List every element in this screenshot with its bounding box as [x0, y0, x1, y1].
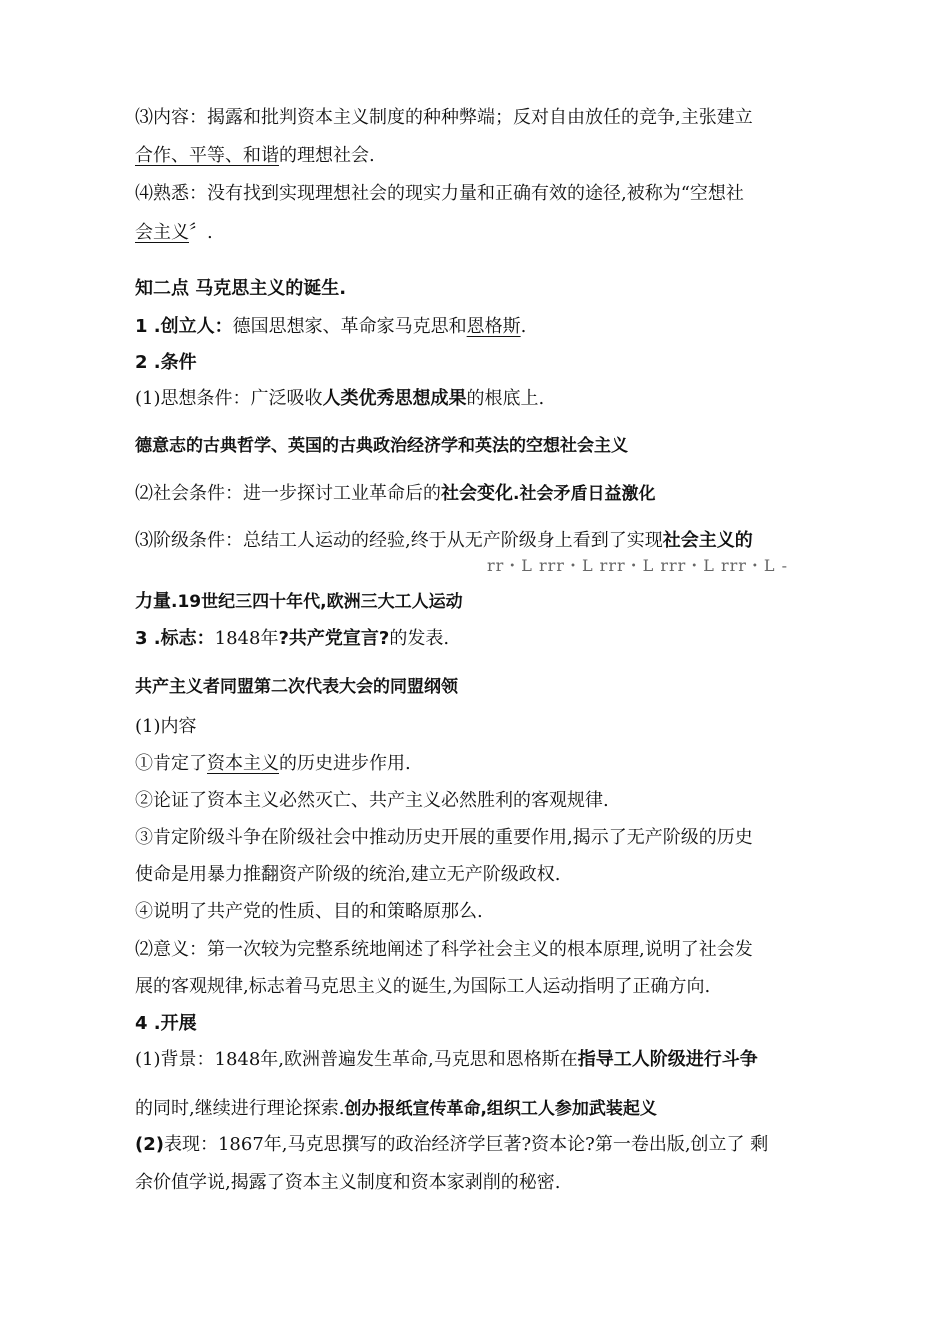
text: ④说明了共产党的性质、目的和策略原那么.: [135, 901, 483, 922]
text-line: [135, 590, 463, 614]
text-line: [135, 789, 609, 813]
bold-text: ?共产党宣言?: [278, 628, 390, 649]
text: ⑶阶级条件：总结工人运动的经验,终于从无产阶级身上看到了实现: [135, 530, 663, 551]
underlined-text: 会主义: [135, 222, 189, 243]
text-line: [135, 221, 213, 245]
text-line: [135, 752, 411, 776]
bold-text: 创办报纸宣传革命,组织工人参加武装起义: [344, 1099, 657, 1119]
text: 的根底上.: [466, 388, 545, 409]
text-line: [135, 315, 526, 339]
text: ⑵社会条件：进一步探讨工业革命后的: [135, 483, 441, 504]
text: 表现：1867年,马克思撰写的政治经济学巨著?资本论?第一卷出版,创立了 剩: [163, 1134, 769, 1155]
text-line: [135, 144, 375, 168]
text-line: [135, 1048, 758, 1072]
bold-text: .社会矛盾日益激化: [513, 484, 656, 504]
text: 使命是用暴力推翻资产阶级的统治,建立无产阶级政权.: [135, 864, 561, 885]
text: (1)内容: [135, 716, 197, 737]
text: 的理想社会.: [279, 145, 375, 166]
text: ②论证了资本主义必然灭亡、共产主义必然胜利的客观规律.: [135, 790, 609, 811]
stray-ocr-marks: rr・L rrr・L rrr・L rrr・L rrr・L -: [487, 556, 789, 575]
bold-label: (2): [135, 1134, 164, 1155]
text-line: [135, 675, 458, 699]
text-line: [135, 715, 197, 739]
text: 1848年: [214, 628, 279, 649]
text-line: [135, 1097, 657, 1121]
subheading: [135, 1012, 197, 1036]
text: 的发表.: [389, 628, 450, 649]
text: ⑷熟悉：没有找到实现理想社会的现实力量和正确有效的途径,被称为“空想社: [135, 183, 744, 204]
text: 〞.: [189, 222, 213, 243]
text: ①肯定了: [135, 753, 207, 774]
underlined-text: 合作、平等、和谐: [135, 145, 279, 166]
text: 展的客观规律,标志着马克思主义的诞生,为国际工人运动指明了正确方向.: [135, 976, 711, 997]
text-line: [135, 482, 655, 506]
bold-text: 社会主义的: [662, 530, 753, 551]
text-line: [135, 627, 449, 651]
text: 余价值学说,揭露了资本主义制度和资本家剥削的秘密.: [135, 1172, 561, 1193]
text: (1)思想条件：广泛吸收: [135, 388, 323, 409]
text: 的历史进步作用.: [279, 753, 411, 774]
bold-text: .19世纪三四十年代,欧洲三大工人运动: [171, 592, 463, 612]
text-line: [135, 975, 710, 999]
bold-text: 共产主义者同盟第二次代表大会的同盟纲领: [135, 677, 458, 697]
text-line: [135, 826, 753, 850]
subheading: [135, 351, 197, 375]
text-line: [135, 529, 753, 553]
text-line: [135, 1133, 768, 1157]
section-heading: [135, 277, 346, 301]
text-line: [135, 863, 560, 887]
text-line: [135, 106, 753, 130]
text-line: [135, 938, 753, 962]
bold-text: 人类优秀思想成果: [322, 388, 467, 409]
text-line: [135, 1171, 560, 1195]
bold-text: 指导工人阶级进行斗争: [577, 1049, 758, 1070]
text: ⑶内容：揭露和批判资本主义制度的种种弊端；反对自由放任的竞争,主张建立: [135, 107, 753, 128]
bold-text: 力量: [135, 591, 171, 612]
bold-text: 社会变化: [441, 483, 513, 504]
text-line: [135, 900, 483, 924]
text: .: [520, 316, 527, 337]
bold-label: 1 .创立人：: [135, 316, 233, 337]
bold-label: 3 .标志：: [135, 628, 215, 649]
heading-text: 2 .条件: [135, 352, 197, 373]
text: 的同时,继续进行理论探索.: [135, 1098, 345, 1119]
underlined-text: 恩格斯: [466, 316, 521, 337]
text: 德国思想家、革命家马克思和: [232, 316, 467, 337]
bold-text: 德意志的古典哲学、英国的古典政治经济学和英法的空想社会主义: [135, 436, 628, 456]
text: ③肯定阶级斗争在阶级社会中推动历史开展的重要作用,揭示了无产阶级的历史: [135, 827, 753, 848]
underlined-text: 资本主义: [207, 753, 279, 774]
text: ⑵意义：第一次较为完整系统地阐述了科学社会主义的根本原理,说明了社会发: [135, 939, 753, 960]
text: (1)背景：1848年,欧洲普遍发生革命,马克思和恩格斯在: [135, 1049, 578, 1070]
heading-text: 知二点 马克思主义的诞生.: [135, 278, 347, 299]
text-line: [135, 387, 544, 411]
heading-text: 4 .开展: [135, 1013, 197, 1034]
text-line: [135, 182, 744, 206]
text-line: [135, 434, 628, 458]
